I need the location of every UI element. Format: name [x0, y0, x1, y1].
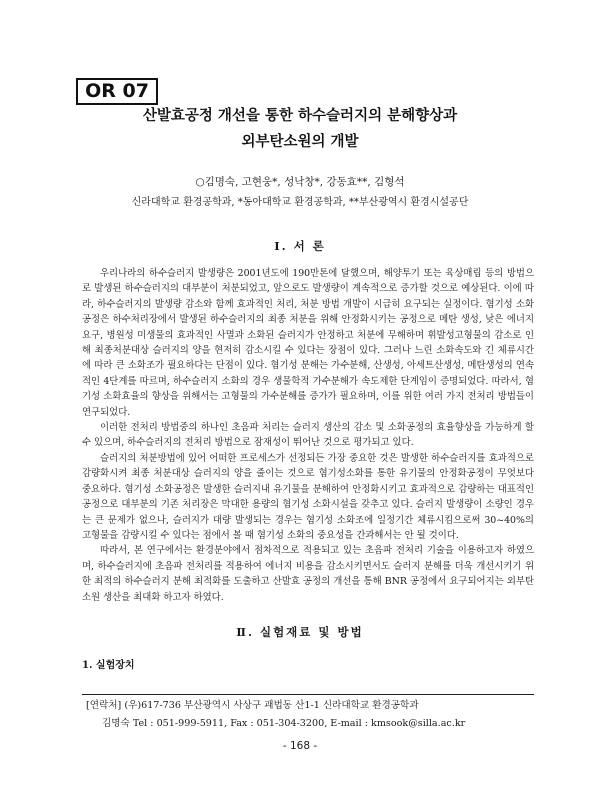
paragraph: 슬러지의 처분방법에 있어 어떠한 프로세스가 선정되든 가장 중요한 것은 발생한 하수슬러지를 효과적으로 감량화시켜 최종 처분대상 슬러지의 양을 줄이는 것으로 혐기성소화를 통한 유기물의 안정화공정이 무엇보다 중요하다. 혐기성 소화공정은 발생한 슬러지내 유기물을 분해하여 안정화시키고 효과적으로 감량하는 대표적인 공정으로 대부분의 기존 처리장은 막대한 용량의 혐기성 소화시설을 갖추고 있다. 슬러지 발생량이 소량인 경우는 큰 문제가 없으나, 슬러지가 대량 발생되는 경우는 혐기성 소화조에 일정기간 체류시킴으로써 30~40%의 고형물을 감량시킬 수 있다는 점에서 볼 때 혐기성 소화의 중요성을 간과해서는 안 될 것이다. — [82, 452, 534, 541]
contact-address: [연락처] (우)617-736 부산광역시 사상구 괘법동 산1-1 신라대학교 환경공학과 — [86, 700, 419, 711]
section-heading-methods: Ⅱ. 실험재료 및 방법 — [236, 625, 364, 639]
paragraph: 따라서, 본 연구에서는 환경분야에서 점차적으로 적용되고 있는 초음파 전처리 기술을 이용하고자 하였으며, 하수슬러지에 초음파 전처리를 적용하여 에너지 비용을 감소시키면서도 슬러지 분해를 더욱 개선시키기 위한 최적의 하수슬러지 분해 최적화를 도출하고 산발효 공정의 개선을 통해 BNR 공정에서 요구되어지는 외부탄소원 생산을 최대화 하고자 하였다. — [82, 545, 534, 603]
introduction-body — [82, 266, 534, 605]
contact-details: 김명숙 Tel : 051-999-5911, Fax : 051-304-3200, E-mail : kmsook@silla.ac.kr — [102, 718, 466, 729]
paper-code-box: OR 07 — [76, 78, 158, 105]
paper-title-line1: 산발효공정 개선을 통한 하수슬러지의 분해향상과 — [142, 107, 458, 124]
page-number: - 168 - — [282, 740, 318, 752]
paper-title-line2: 외부탄소원의 개발 — [241, 133, 359, 150]
subsection-heading-apparatus: 1. 실험장치 — [82, 660, 135, 671]
affiliations: 신라대학교 환경공학과, *동아대학교 환경공학과, **부산광역시 환경시설공단 — [131, 197, 469, 208]
paragraph: 우리나라의 하수슬러지 발생량은 2001년도에 190만톤에 달했으며, 해양투기 또는 육상매립 등의 방법으로 발생된 하수슬러지의 대부분이 처분되었고, 앞으로도 발생량이 계속적으로 증가할 것으로 예상된다. 이에 따라, 하수슬러지의 발생량 감소와 함께 효과적인 처리, 처분 방법 개발이 시급히 요구되는 실정이다. 혐기성 소화공정은 하수처리장에서 발생된 하수슬러지의 최종 처분을 위해 안정화시키는 공정으로 메탄 생성, 낮은 에너지 요구, 병원성 미생물의 효과적인 사멸과 소화된 슬러지가 안정하고 처분에 무해하며 휘발성고형물의 감소로 인해 최종처분대상 슬러지의 양을 현저히 감소시킬 수 있다는 장점이 있다. 그러나 느린 소화속도와 긴 체류시간에 따라 큰 소화조가 필요하다는 단점이 있다. 혐기성 분해는 가수분해, 산생성, 아세트산생성, 메탄생성의 연속적인 4단계를 따르며, 하수슬러지 소화의 경우 생물학적 가수분해가 속도제한 단계임이 증명되었다. 따라서, 혐기성 소화효율의 향상을 위해서는 고형물의 가수분해를 증가가 필요하며, 이를 위한 여러 가지 전처리 방법들이 연구되었다. — [82, 268, 534, 418]
paragraph: 이러한 전처리 방법중의 하나인 초음파 처리는 슬러지 생산의 감소 및 소화공정의 효율향상을 가능하게 할 수 있으며, 하수슬러지의 전처리 방법으로 잠재성이 뛰어난 것으로 평가되고 있다. — [82, 422, 534, 449]
author-list: ○김명숙, 고현웅*, 성낙창*, 강동효**, 김형석 — [195, 176, 405, 188]
section-heading-introduction: Ⅰ. 서 론 — [274, 239, 326, 253]
footnote-divider — [82, 694, 534, 695]
